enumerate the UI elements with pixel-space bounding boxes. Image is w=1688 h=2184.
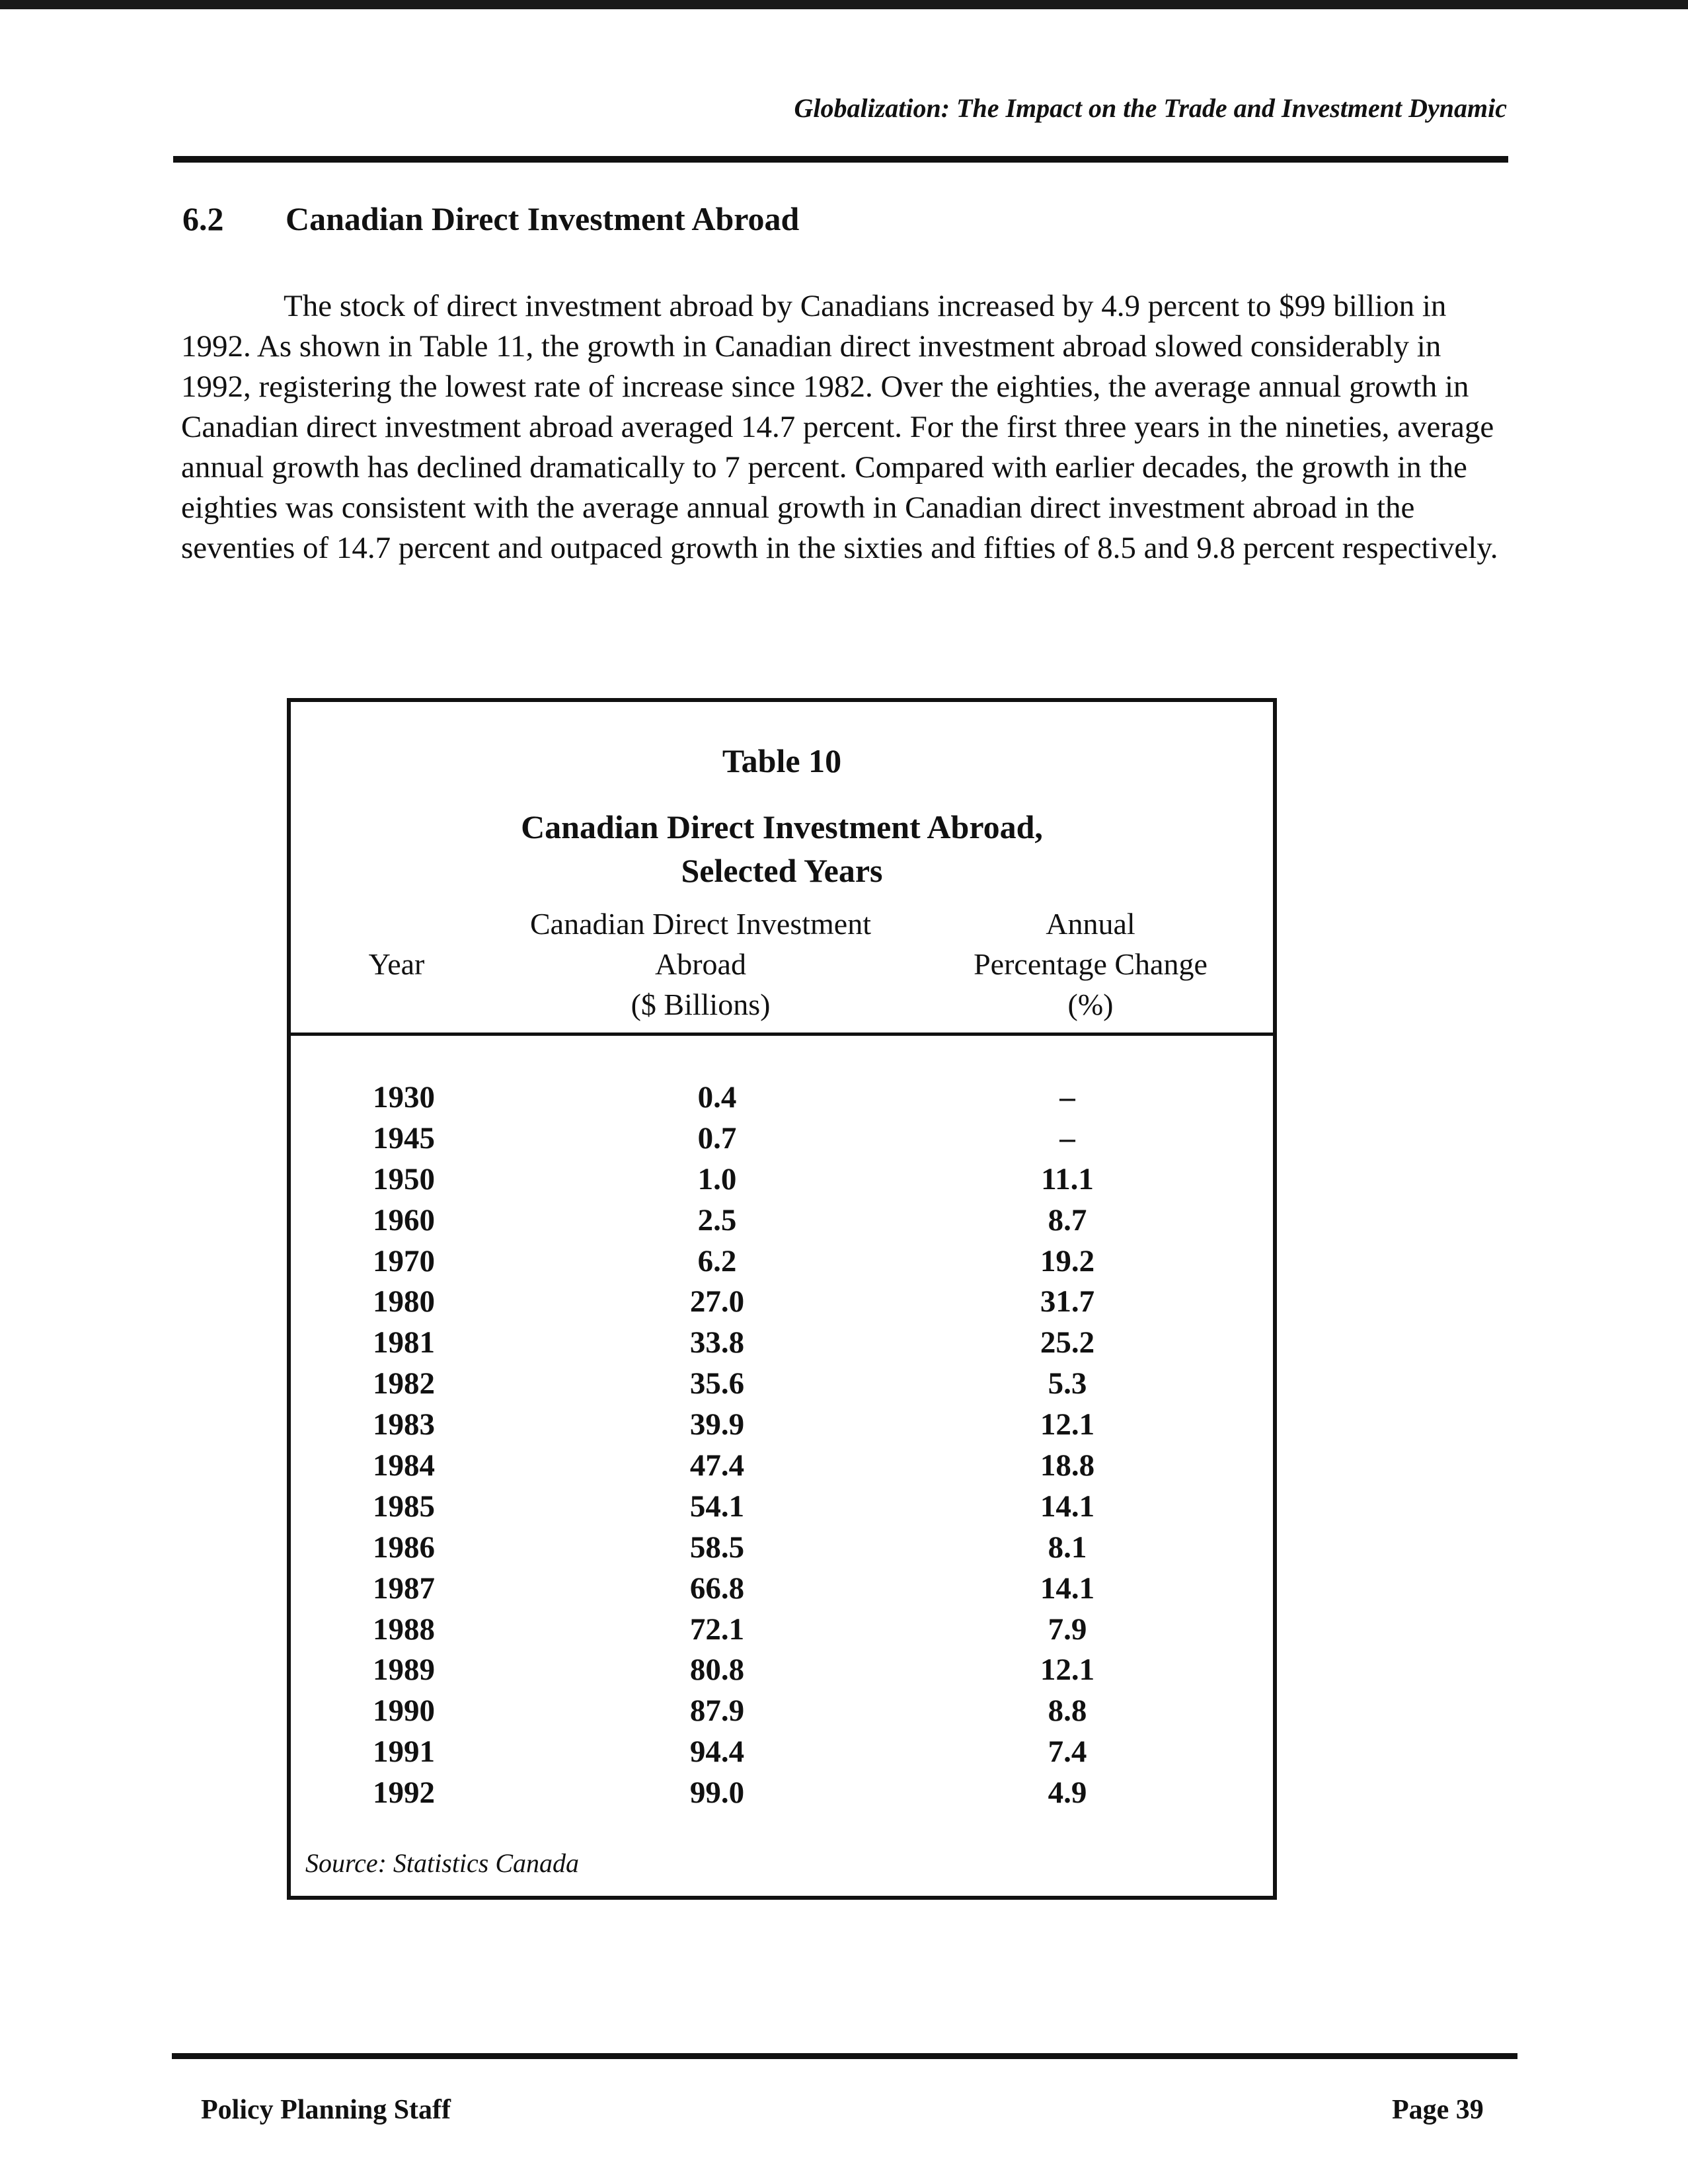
column-header-change xyxy=(952,904,1229,1025)
table-row xyxy=(291,1569,1273,1610)
cell-investment: 33.8 xyxy=(689,1325,745,1360)
cell-year: 1960 xyxy=(373,1202,435,1237)
table-title xyxy=(291,805,1273,892)
paragraph: The stock of direct investment abroad by Canadians increased by 4.9 percent to $99 billion in 1992. As shown in Table 11, the growth in Canadian direct investment abroad slowed considerably in 1992, registering the lowest rate of increase since 1982. Over the eighties, the average annual growth in Canadian direct investment abroad averaged 14.7 percent. For the first three years in the nineties, average annual growth has declined dramatically to 7 percent. Compared with earlier decades, the growth in the eighties was consistent with the average annual growth in Canadian direct investment abroad in the seventies of 14.7 percent and outpaced growth in the sixties and fifties of 8.5 and 9.8 percent respectively. xyxy=(181,289,1498,565)
cell-investment: 2.5 xyxy=(697,1202,737,1237)
table-row xyxy=(291,1691,1273,1732)
cell-year: 1989 xyxy=(373,1653,435,1688)
cell-change: 14.1 xyxy=(1040,1571,1095,1606)
cell-year: 1980 xyxy=(373,1284,435,1319)
cell-change: 8.8 xyxy=(1048,1694,1087,1729)
cell-investment: 94.4 xyxy=(689,1735,745,1770)
cell-year: 1930 xyxy=(373,1080,435,1114)
cell-year: 1985 xyxy=(373,1489,435,1524)
cell-investment: 99.0 xyxy=(689,1775,745,1811)
table-body xyxy=(291,1077,1273,1814)
footer-organization: Policy Planning Staff xyxy=(201,2095,451,2125)
cell-change: 5.3 xyxy=(1048,1366,1087,1401)
section-title: Canadian Direct Investment Abroad xyxy=(286,200,800,237)
cell-change: 7.9 xyxy=(1048,1612,1087,1647)
cell-change: 12.1 xyxy=(1040,1407,1095,1442)
cell-investment: 66.8 xyxy=(689,1571,745,1606)
running-header: Globalization: The Impact on the Trade and Investment Dynamic xyxy=(794,93,1507,123)
table-row xyxy=(291,1118,1273,1159)
cell-investment: 1.0 xyxy=(697,1161,737,1196)
cell-year: 1981 xyxy=(373,1325,435,1360)
section-number: 6.2 xyxy=(182,200,224,237)
page-number: Page 39 xyxy=(1392,2095,1484,2125)
body-text xyxy=(181,286,1510,568)
table-row xyxy=(291,1528,1273,1569)
cell-year: 1945 xyxy=(373,1120,435,1155)
column-header-investment xyxy=(496,904,905,1025)
cell-investment: 80.8 xyxy=(689,1653,745,1688)
cell-year: 1983 xyxy=(373,1407,435,1442)
table-header-rule xyxy=(291,1033,1273,1036)
table-row xyxy=(291,1446,1273,1487)
table-row xyxy=(291,1610,1273,1651)
cell-change: 25.2 xyxy=(1040,1325,1095,1360)
cell-year: 1992 xyxy=(373,1775,435,1811)
column-header-line: Canadian Direct Investment xyxy=(529,907,872,941)
table-row xyxy=(291,1241,1273,1282)
cell-investment: 58.5 xyxy=(689,1530,745,1565)
cell-investment: 54.1 xyxy=(689,1489,745,1524)
table-row xyxy=(291,1650,1273,1691)
cell-change: 18.8 xyxy=(1040,1448,1095,1483)
cell-year: 1986 xyxy=(373,1530,435,1565)
cell-change: 11.1 xyxy=(1041,1161,1094,1196)
cell-investment: 39.9 xyxy=(689,1407,745,1442)
cell-year: 1970 xyxy=(373,1243,435,1278)
cell-investment: 35.6 xyxy=(689,1366,745,1401)
cell-year: 1984 xyxy=(373,1448,435,1483)
header-rule xyxy=(173,156,1508,163)
table-row xyxy=(291,1200,1273,1241)
cell-year: 1950 xyxy=(373,1161,435,1196)
table-row xyxy=(291,1159,1273,1200)
section-heading xyxy=(182,200,799,238)
cell-investment: 47.4 xyxy=(689,1448,745,1483)
cell-year: 1991 xyxy=(373,1735,435,1770)
cell-investment: 0.7 xyxy=(697,1120,737,1155)
cell-change: 8.7 xyxy=(1048,1202,1087,1237)
cell-change: – xyxy=(1059,1120,1075,1155)
table-row xyxy=(291,1077,1273,1118)
table-title-line: Selected Years xyxy=(681,852,883,889)
cell-year: 1987 xyxy=(373,1571,435,1606)
top-edge-rule xyxy=(0,0,1688,9)
cell-investment: 0.4 xyxy=(697,1080,737,1114)
cell-change: 8.1 xyxy=(1048,1530,1087,1565)
cell-change: 14.1 xyxy=(1040,1489,1095,1524)
cell-year: 1988 xyxy=(373,1612,435,1647)
cell-change: – xyxy=(1059,1080,1075,1114)
column-header-line: Abroad xyxy=(655,947,746,981)
cell-year: 1982 xyxy=(373,1366,435,1401)
cell-change: 31.7 xyxy=(1040,1284,1095,1319)
table-row xyxy=(291,1732,1273,1773)
cell-investment: 27.0 xyxy=(689,1284,745,1319)
table-row xyxy=(291,1364,1273,1405)
cell-investment: 6.2 xyxy=(697,1243,737,1278)
cell-change: 4.9 xyxy=(1048,1775,1087,1811)
column-header-line: Annual xyxy=(1046,907,1135,941)
column-header-line: Percentage Change xyxy=(974,947,1208,981)
table-row xyxy=(291,1405,1273,1446)
table-title-line: Canadian Direct Investment Abroad, xyxy=(521,808,1043,845)
cell-year: 1990 xyxy=(373,1694,435,1729)
column-header-line: ($ Billions) xyxy=(631,988,771,1021)
cell-investment: 72.1 xyxy=(689,1612,745,1647)
table-row xyxy=(291,1773,1273,1814)
cell-investment: 87.9 xyxy=(689,1694,745,1729)
column-header-year: Year xyxy=(368,947,425,981)
cell-change: 7.4 xyxy=(1048,1735,1087,1770)
cell-change: 12.1 xyxy=(1040,1653,1095,1688)
table-row xyxy=(291,1487,1273,1528)
table-row xyxy=(291,1323,1273,1364)
table-row xyxy=(291,1282,1273,1323)
cell-change: 19.2 xyxy=(1040,1243,1095,1278)
table-number: Table 10 xyxy=(722,742,842,779)
table-source-note: Source: Statistics Canada xyxy=(305,1848,580,1878)
data-table xyxy=(287,698,1277,1900)
column-header-line: (%) xyxy=(1067,988,1114,1021)
footer-rule xyxy=(172,2053,1517,2059)
